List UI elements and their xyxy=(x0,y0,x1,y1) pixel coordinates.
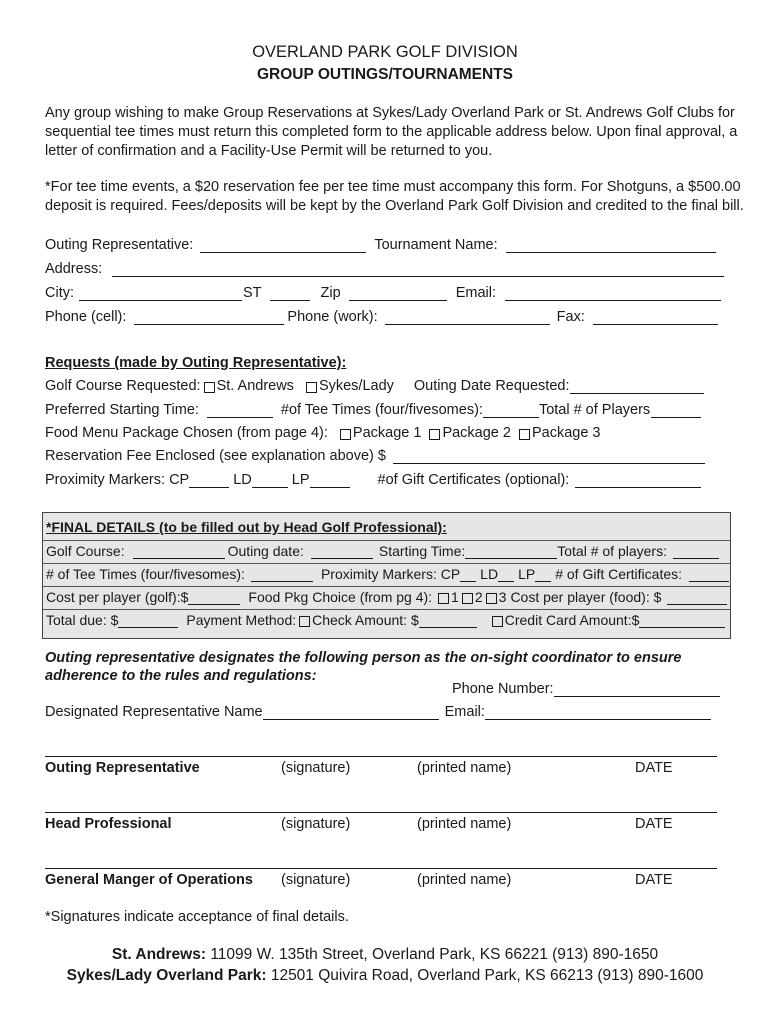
sykes-lady-checkbox[interactable] xyxy=(306,382,317,393)
fd-opt1-label: 1 xyxy=(451,589,459,605)
fd-outing-date-label: Outing date: xyxy=(227,543,304,559)
cp-field[interactable] xyxy=(189,473,229,488)
fax-label: Fax: xyxy=(556,309,585,325)
designated-name-field[interactable] xyxy=(263,705,439,720)
fd-total-players-label: Total # of players: xyxy=(557,543,667,559)
final-divider xyxy=(43,609,730,610)
address-field[interactable] xyxy=(112,262,724,277)
fd-opt3-label: 3 xyxy=(498,589,507,605)
res-fee-row xyxy=(45,448,708,464)
final-divider xyxy=(43,540,730,541)
outing-rep-label: Outing Representative: xyxy=(45,237,194,253)
tournament-name-field[interactable] xyxy=(506,238,716,253)
package1-checkbox[interactable] xyxy=(340,429,351,440)
fd-cost-food-field[interactable] xyxy=(667,590,727,605)
form-subtitle: GROUP OUTINGS/TOURNAMENTS xyxy=(256,66,514,83)
fd-lp-label: LP xyxy=(518,566,536,582)
date-label: DATE xyxy=(635,816,673,832)
fd-cost-golf-label: Cost per player (golf):$ xyxy=(46,589,189,605)
food-menu-row xyxy=(45,425,601,441)
phone-work-field[interactable] xyxy=(385,310,550,325)
st-andrews-checkbox[interactable] xyxy=(204,382,215,393)
food-menu-label: Food Menu Package Chosen (from page 4): xyxy=(45,425,328,441)
zip-field[interactable] xyxy=(349,286,447,301)
coordinator-phone-field[interactable] xyxy=(554,682,720,697)
outing-date-field[interactable] xyxy=(570,379,704,394)
designated-name-label: Designated Representative Name xyxy=(45,704,263,720)
coordinator-statement: Outing representative designates the following person as the on-sight coordinator to ensure adherence to the rules and regulations: xyxy=(45,650,682,684)
fd-credit-checkbox[interactable] xyxy=(492,616,503,627)
fd-proximity-label: Proximity Markers: CP xyxy=(320,566,461,582)
date-label: DATE xyxy=(635,872,673,888)
outing-rep-row xyxy=(45,237,719,253)
printed-name-label: (printed name) xyxy=(417,872,512,888)
res-fee-field[interactable] xyxy=(393,449,705,464)
signature-label: (signature) xyxy=(281,760,351,776)
tournament-name-label: Tournament Name: xyxy=(374,237,498,253)
fd-total-due-label: Total due: $ xyxy=(46,612,119,628)
package2-label: Package 2 xyxy=(442,425,511,441)
package2-checkbox[interactable] xyxy=(429,429,440,440)
fd-tee-times-label: # of Tee Times (four/fivesomes): xyxy=(46,566,245,582)
printed-name-label: (printed name) xyxy=(417,760,512,776)
signature-role: General Manger of Operations xyxy=(45,872,253,888)
fd-ld-field[interactable] xyxy=(498,567,514,582)
fd-payment-method-label: Payment Method: xyxy=(186,612,297,628)
fd-starting-time-field[interactable] xyxy=(465,544,557,559)
phone-row xyxy=(45,309,721,325)
coordinator-phone-label: Phone Number: xyxy=(452,681,554,697)
package3-label: Package 3 xyxy=(531,425,601,441)
res-fee-label: Reservation Fee Enclosed (see explanation above) $ xyxy=(45,448,386,464)
address-label: Address: xyxy=(45,261,103,277)
date-label: DATE xyxy=(635,760,673,776)
fd-credit-amount-field[interactable] xyxy=(639,613,725,628)
fd-gift-certs-field[interactable] xyxy=(689,567,729,582)
sykes-address xyxy=(0,967,770,985)
phone-cell-label: Phone (cell): xyxy=(45,309,127,325)
fd-golf-course-label: Golf Course: xyxy=(46,543,125,559)
fd-golf-course-field[interactable] xyxy=(133,544,225,559)
signature-line[interactable] xyxy=(45,812,717,813)
fd-outing-date-field[interactable] xyxy=(311,544,373,559)
fd-cp-field[interactable] xyxy=(460,567,476,582)
fd-cost-golf-field[interactable] xyxy=(188,590,240,605)
signature-line[interactable] xyxy=(45,756,717,757)
fd-cost-food-label: Cost per player (food): $ xyxy=(510,589,662,605)
sykes-lady-label: Sykes/Lady xyxy=(318,378,394,394)
signature-role: Head Professional xyxy=(45,816,172,832)
package1-label: Package 1 xyxy=(352,425,422,441)
ld-label: LD xyxy=(233,472,252,488)
proximity-row xyxy=(45,472,704,488)
final-row-1 xyxy=(46,543,722,559)
total-players-label: Total # of Players xyxy=(538,402,651,418)
sykes-addr: 12501 Quivira Road, Overland Park, KS 66213 (913) 890-1600 xyxy=(266,967,704,984)
final-details-box xyxy=(42,512,731,639)
signature-note: *Signatures indicate acceptance of final details. xyxy=(45,909,349,925)
outing-date-label: Outing Date Requested: xyxy=(413,378,570,394)
phone-work-label: Phone (work): xyxy=(287,309,378,325)
tee-times-label: #of Tee Times (four/fivesomes): xyxy=(280,402,483,418)
fd-opt1-checkbox[interactable] xyxy=(438,593,449,604)
fd-starting-time-label: Starting Time: xyxy=(378,543,466,559)
st-andrews-address xyxy=(0,946,770,964)
st-andrews-name: St. Andrews: xyxy=(111,946,207,963)
outing-rep-field[interactable] xyxy=(200,238,366,253)
fd-total-players-field[interactable] xyxy=(673,544,719,559)
state-field[interactable] xyxy=(270,286,310,301)
tee-times-field[interactable] xyxy=(483,403,539,418)
coordinator-email-field[interactable] xyxy=(485,705,711,720)
signature-label: (signature) xyxy=(281,816,351,832)
zip-label: Zip xyxy=(320,285,341,301)
fee-paragraph: *For tee time events, a $20 reservation fee per tee time must accompany this form. For Shotguns, a $500.00 deposit is required. Fees/deposits will be kept by the Overland Park Golf Division and credited to the final bill. xyxy=(45,179,744,214)
golf-course-label: Golf Course Requested: xyxy=(45,378,201,394)
total-players-field[interactable] xyxy=(651,403,701,418)
golf-course-row xyxy=(45,378,707,394)
fax-field[interactable] xyxy=(593,310,718,325)
coordinator-email-label: Email: xyxy=(444,704,485,720)
st-andrews-label: St. Andrews xyxy=(216,378,294,394)
signature-line[interactable] xyxy=(45,868,717,869)
designated-rep-row xyxy=(45,704,711,720)
ld-field[interactable] xyxy=(252,473,288,488)
fd-food-pkg-label: Food Pkg Choice (from pg 4): xyxy=(248,589,433,605)
fd-gift-certs-label: # of Gift Certificates: xyxy=(555,566,683,582)
final-row-4 xyxy=(46,612,725,628)
fd-check-amount-label: Check Amount: $ xyxy=(312,612,419,628)
intro-paragraph: Any group wishing to make Group Reservations at Sykes/Lady Overland Park or St. Andrews Golf Clubs for sequential tee times must return this completed form to the applicable address below. Upon final approval, a letter of confirmation and a Facility-Use Permit will be returned to you. xyxy=(45,105,738,159)
final-divider xyxy=(43,586,730,587)
fd-opt2-label: 2 xyxy=(474,589,483,605)
fd-opt2-checkbox[interactable] xyxy=(462,593,473,604)
pref-start-label: Preferred Starting Time: xyxy=(45,402,199,418)
starting-time-row xyxy=(45,402,704,418)
requests-heading: Requests (made by Outing Representative): xyxy=(45,355,347,371)
fd-lp-field[interactable] xyxy=(535,567,551,582)
final-row-3 xyxy=(46,589,730,605)
email-label: Email: xyxy=(455,285,496,301)
form-title: OVERLAND PARK GOLF DIVISION xyxy=(252,43,518,61)
lp-field[interactable] xyxy=(310,473,350,488)
state-label: ST xyxy=(243,285,262,301)
sykes-name: Sykes/Lady Overland Park: xyxy=(66,967,267,984)
gift-certs-label: #of Gift Certificates (optional): xyxy=(377,472,570,488)
fd-ld-label: LD xyxy=(480,566,499,582)
printed-name-label: (printed name) xyxy=(417,816,512,832)
lp-label: LP xyxy=(291,472,310,488)
signature-label: (signature) xyxy=(281,872,351,888)
coordinator-phone-row xyxy=(452,681,720,697)
fd-tee-times-field[interactable] xyxy=(251,567,313,582)
final-divider xyxy=(43,563,730,564)
city-label: City: xyxy=(45,285,74,301)
fd-check-amount-field[interactable] xyxy=(419,613,477,628)
gift-certs-field[interactable] xyxy=(575,473,701,488)
fd-total-due-field[interactable] xyxy=(118,613,178,628)
pref-start-field[interactable] xyxy=(207,403,273,418)
fd-opt3-checkbox[interactable] xyxy=(486,593,497,604)
final-row-2 xyxy=(46,566,732,582)
address-row xyxy=(45,261,727,277)
final-details-heading: *FINAL DETAILS (to be filled out by Head Golf Professional): xyxy=(46,519,447,535)
package3-checkbox[interactable] xyxy=(519,429,530,440)
signature-role: Outing Representative xyxy=(45,760,200,776)
city-row xyxy=(45,285,724,301)
phone-cell-field[interactable] xyxy=(134,310,284,325)
fd-credit-amount-label: Credit Card Amount:$ xyxy=(504,612,640,628)
email-field[interactable] xyxy=(505,286,721,301)
city-field[interactable] xyxy=(79,286,242,301)
st-andrews-addr: 11099 W. 135th Street, Overland Park, KS 66221 (913) 890-1650 xyxy=(206,946,659,963)
proximity-label: Proximity Markers: CP xyxy=(45,472,190,488)
fd-check-checkbox[interactable] xyxy=(299,616,310,627)
